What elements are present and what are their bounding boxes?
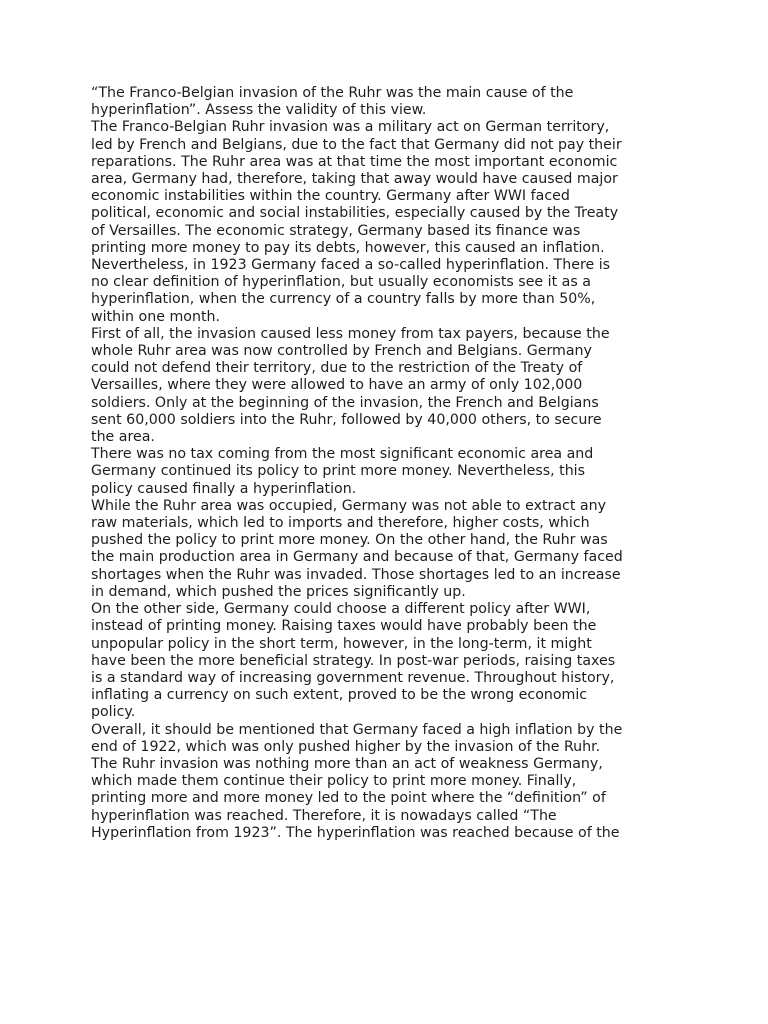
paragraph-line: Overall, it should be mentioned that Germany faced a high inflation by the xyxy=(91,721,623,738)
paragraph-line: printing more money to pay its debts, however, this caused an inflation. xyxy=(91,239,605,256)
paragraph-line: sent 60,000 soldiers into the Ruhr, followed by 40,000 others, to secure xyxy=(91,411,602,428)
paragraph-line: which made them continue their policy to print more money. Finally, xyxy=(91,773,577,790)
paragraph-line: On the other side, Germany could choose a different policy after WWI, xyxy=(91,601,591,618)
paragraph-line: is a standard way of increasing government revenue. Throughout history, xyxy=(91,669,615,686)
paragraph-raw-materials xyxy=(91,498,681,601)
paragraph-no-tax xyxy=(91,446,681,498)
paragraph-tax-loss xyxy=(91,326,681,446)
paragraph-line: area, Germany had, therefore, taking that away would have caused major xyxy=(91,171,618,188)
paragraph-line: Versailles, where they were allowed to have an army of only 102,000 xyxy=(91,377,583,394)
paragraph-line: While the Ruhr area was occupied, Germany was not able to extract any xyxy=(91,497,607,514)
paragraph-line: policy caused finally a hyperinflation. xyxy=(91,480,357,497)
paragraph-line: the main production area in Germany and because of that, Germany faced xyxy=(91,549,623,566)
paragraph-line: could not defend their territory, due to the restriction of the Treaty of xyxy=(91,360,583,377)
paragraph-line: Nevertheless, in 1923 Germany faced a so-called hyperinflation. There is xyxy=(91,257,611,274)
paragraph-line: hyperinflation was reached. Therefore, it is nowadays called “The xyxy=(91,807,557,824)
paragraph-line: in demand, which pushed the prices significantly up. xyxy=(91,583,466,600)
paragraph-line: of Versailles. The economic strategy, Germany based its finance was xyxy=(91,222,581,239)
paragraph-line: end of 1922, which was only pushed higher by the invasion of the Ruhr. xyxy=(91,738,601,755)
paragraph-line: There was no tax coming from the most significant economic area and xyxy=(91,446,594,463)
paragraph-line: have been the more beneficial strategy. In post-war periods, raising taxes xyxy=(91,652,616,669)
paragraph-line: unpopular policy in the short term, however, in the long-term, it might xyxy=(91,635,592,652)
paragraph-line: policy. xyxy=(91,704,136,721)
paragraph-alternative-policy xyxy=(91,601,681,721)
paragraph-line: hyperinflation, when the currency of a country falls by more than 50%, xyxy=(91,291,596,308)
paragraph-line: Germany continued its policy to print more money. Nevertheless, this xyxy=(91,463,586,480)
title-line: “The Franco-Belgian invasion of the Ruhr was the main cause of the xyxy=(91,85,574,101)
title-line: hyperinflation”. Assess the validity of this view. xyxy=(91,102,427,119)
paragraph-line: First of all, the invasion caused less money from tax payers, because the xyxy=(91,325,610,342)
paragraph-line: inflating a currency on such extent, proved to be the wrong economic xyxy=(91,687,588,704)
paragraph-line: soldiers. Only at the beginning of the invasion, the French and Belgians xyxy=(91,394,599,411)
paragraph-line: reparations. The Ruhr area was at that time the most important economic xyxy=(91,153,618,170)
paragraph-line: within one month. xyxy=(91,308,221,325)
paragraph-line: The Franco-Belgian Ruhr invasion was a military act on German territory, xyxy=(91,119,610,136)
paragraph-line: led by French and Belgians, due to the fact that Germany did not pay their xyxy=(91,136,622,153)
paragraph-line: The Ruhr invasion was nothing more than an act of weakness Germany, xyxy=(91,755,603,772)
paragraph-conclusion xyxy=(91,722,681,842)
paragraph-line: printing more and more money led to the point where the “definition” of xyxy=(91,790,606,807)
essay-title xyxy=(91,85,681,119)
paragraph-line: raw materials, which led to imports and therefore, higher costs, which xyxy=(91,515,590,532)
paragraph-line: whole Ruhr area was now controlled by French and Belgians. Germany xyxy=(91,343,592,360)
paragraph-line: pushed the policy to print more money. On the other hand, the Ruhr was xyxy=(91,532,608,549)
paragraph-line: instead of printing money. Raising taxes would have probably been the xyxy=(91,618,597,635)
paragraph-line: Hyperinflation from 1923”. The hyperinflation was reached because of the xyxy=(91,824,620,841)
paragraph-line: no clear definition of hyperinflation, but usually economists see it as a xyxy=(91,274,591,291)
paragraph-line: the area. xyxy=(91,429,155,446)
paragraph-line: political, economic and social instabilities, especially caused by the Treaty xyxy=(91,205,619,222)
paragraph-introduction xyxy=(91,119,681,325)
document-body xyxy=(91,85,681,842)
paragraph-line: economic instabilities within the country. Germany after WWI faced xyxy=(91,188,570,205)
paragraph-line: shortages when the Ruhr was invaded. Those shortages led to an increase xyxy=(91,566,621,583)
